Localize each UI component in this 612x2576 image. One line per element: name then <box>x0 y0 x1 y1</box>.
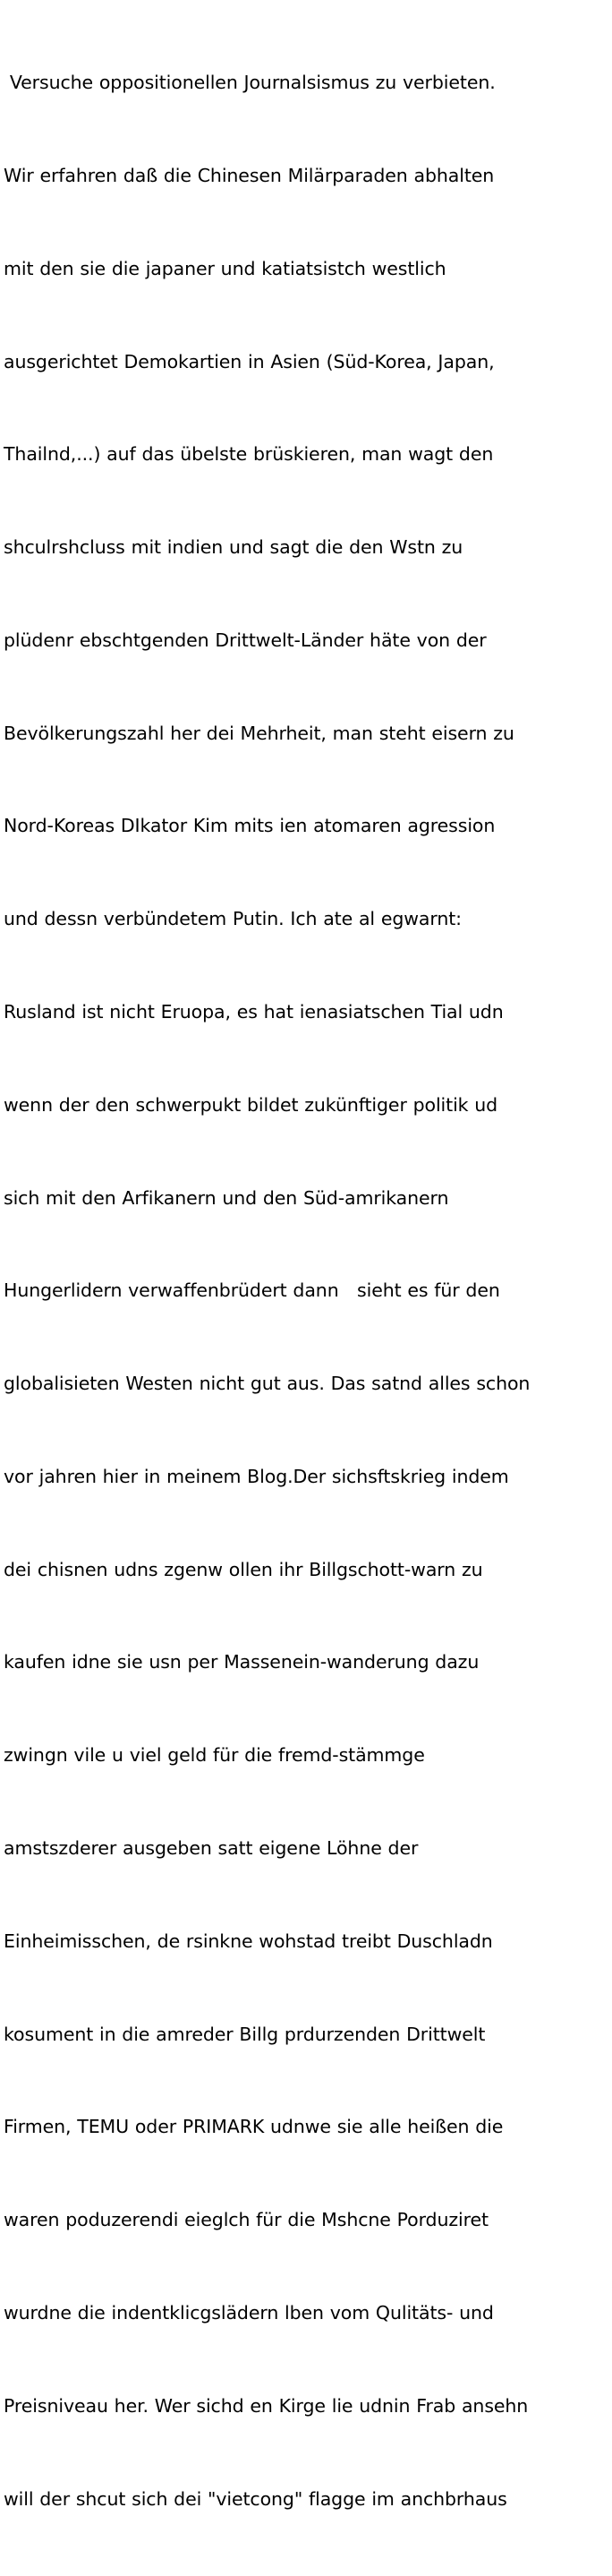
text-line: sich mit den Arfikanern und den Süd-amrikanern <box>4 1186 449 1209</box>
text-line: Hungerlidern verwaffenbrüdert dann sieht es für den <box>4 1279 500 1302</box>
text-line: amstszderer ausgeben satt eigene Löhne der <box>4 1837 419 1860</box>
text-line: Firmen, TEMU oder PRIMARK udnwe sie alle heißen die <box>4 2116 504 2138</box>
text-line: globalisieten Westen nicht gut aus. Das satnd alles schon <box>4 1373 531 1395</box>
text-line: und dessn verbündetem Putin. Ich ate al egwarnt: <box>4 908 462 930</box>
text-line: plüdenr ebschtgenden Drittwelt-Länder häte von der <box>4 629 487 651</box>
text-line: Bevölkerungszahl her dei Mehrheit, man steht eisern zu <box>4 722 514 744</box>
text-line: vor jahren hier in meinem Blog.Der sichsftskrieg indem <box>4 1465 509 1487</box>
text-line: mit den sie die japaner und katiatsistch westlich <box>4 257 446 279</box>
text-line: ausgerichtet Demokartien in Asien (Süd-Korea, Japan, <box>4 350 495 372</box>
text-line: Nord-Koreas DIkator Kim mits ien atomaren agression <box>4 815 496 837</box>
text-line: wurdne die indentklicgslädern lben vom Qulitäts- und <box>4 2301 494 2324</box>
text-line: wenn der den schwerpukt bildet zukünftiger politik ud <box>4 1093 498 1116</box>
text-line: kaufen idne sie usn per Massenein-wanderung dazu <box>4 1651 480 1673</box>
text-line: Versuche oppositionellen Journalsismus zu verbieten. <box>4 72 496 94</box>
text-line: Preisniveau her. Wer sichd en Kirge lie udnin Frab ansehn <box>4 2394 529 2417</box>
document-text-body <box>4 5 608 2576</box>
text-line: kosument in die amreder Billg prdurzenden Drittwelt <box>4 2023 486 2045</box>
text-line: will der shcut sich dei "vietcong" flagge im anchbrhaus <box>4 2487 507 2510</box>
text-line: waren poduzerendi eieglch für die Mshcne Porduziret <box>4 2209 489 2231</box>
text-line: Wir erfahren daß die Chinesen Milärparaden abhalten <box>4 164 495 186</box>
text-line: Einheimisschen, de rsinkne wohstad treibt Duschladn <box>4 1930 493 1952</box>
text-line: Thailnd,...) auf das übelste brüskieren, man wagt den <box>4 443 494 466</box>
text-line: zwingn vile u viel geld für die fremd-stämmge <box>4 1744 425 1767</box>
text-line: dei chisnen udns zgenw ollen ihr Billgschott-warn zu <box>4 1558 483 1580</box>
text-line: Rusland ist nicht Eruopa, es hat ienasiatschen Tial udn <box>4 1001 504 1023</box>
text-line: shculrshcluss mit indien und sagt die den Wstn zu <box>4 536 463 559</box>
